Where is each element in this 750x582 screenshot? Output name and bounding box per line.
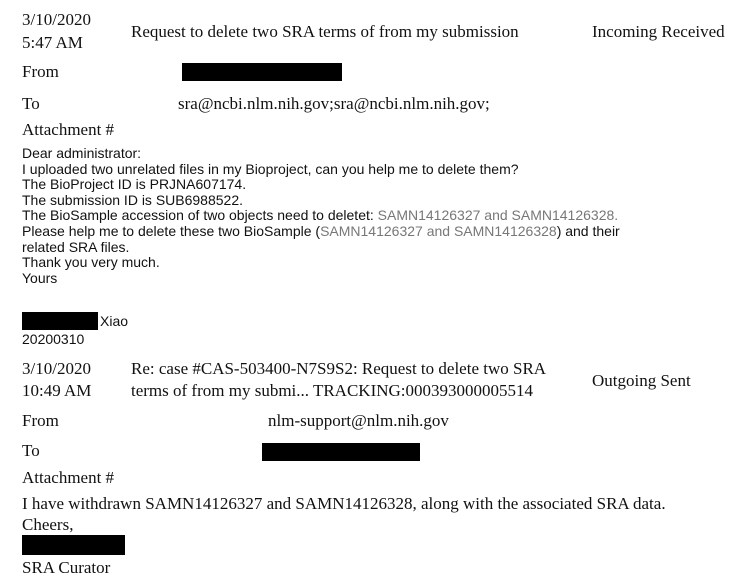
message2-attachment-label: Attachment # bbox=[22, 468, 115, 487]
body-greeting: Dear administrator: bbox=[22, 145, 142, 161]
message2-subject-line2: terms of from my submi... TRACKING:000393000005514 bbox=[131, 381, 534, 400]
message2-from-value: nlm-support@nlm.nih.gov bbox=[268, 411, 449, 430]
redacted-recipient bbox=[262, 443, 420, 461]
message2-time: 10:49 AM bbox=[22, 381, 92, 400]
body-line1: I uploaded two unrelated files in my Bioproject, can you help me to delete them? bbox=[22, 160, 519, 177]
message1-to-value: sra@ncbi.nlm.nih.gov;sra@ncbi.nlm.nih.gov; bbox=[178, 94, 490, 113]
body-line7: Thank you very much. bbox=[22, 254, 160, 271]
body-line4-ids: SAMN14126327 and SAMN14126328. bbox=[377, 207, 619, 224]
message2-from-label: From bbox=[22, 411, 59, 430]
redacted-signature-name bbox=[22, 312, 98, 330]
message2-subject-line1: Re: case #CAS-503400-N7S9S2: Request to delete two SRA bbox=[131, 359, 547, 378]
body-line5-ids: SAMN14126327 and SAMN14126328 bbox=[320, 222, 557, 239]
signature-date: 20200310 bbox=[22, 331, 85, 347]
message2-signature-title: SRA Curator bbox=[22, 558, 111, 577]
message1-time: 5:47 AM bbox=[22, 33, 83, 52]
message1-subject: Request to delete two SRA terms of from my submission bbox=[131, 22, 519, 41]
message2-cheers: Cheers, bbox=[22, 515, 74, 534]
message1-direction: Incoming Received bbox=[592, 22, 725, 41]
redacted-sender bbox=[182, 63, 342, 81]
body-line5-suffix: ) and their bbox=[556, 222, 620, 239]
message1-to-label: To bbox=[22, 94, 40, 113]
body-line5 bbox=[22, 224, 742, 240]
message1-date: 3/10/2020 bbox=[22, 10, 91, 29]
body-line2: The BioProject ID is PRJNA607174. bbox=[22, 176, 247, 193]
message1-attachment-label: Attachment # bbox=[22, 120, 115, 139]
body-line4-prefix: The BioSample accession of two objects need to deletet: bbox=[22, 207, 378, 224]
body-line5-prefix: Please help me to delete these two BioSample ( bbox=[22, 222, 321, 239]
body-line4 bbox=[22, 208, 742, 224]
message2-body: I have withdrawn SAMN14126327 and SAMN14126328, along with the associated SRA data. bbox=[22, 494, 666, 513]
message1-from-label: From bbox=[22, 62, 59, 81]
body-line3: The submission ID is SUB6988522. bbox=[22, 191, 243, 208]
body-line6: related SRA files. bbox=[22, 238, 130, 255]
message2-to-label: To bbox=[22, 441, 40, 460]
message2-date: 3/10/2020 bbox=[22, 359, 91, 378]
message2-direction: Outgoing Sent bbox=[592, 371, 691, 390]
body-closing: Yours bbox=[22, 269, 58, 286]
message1-body bbox=[22, 146, 742, 286]
redacted-curator-name bbox=[22, 535, 125, 555]
signature-name: Xiao bbox=[100, 313, 129, 329]
